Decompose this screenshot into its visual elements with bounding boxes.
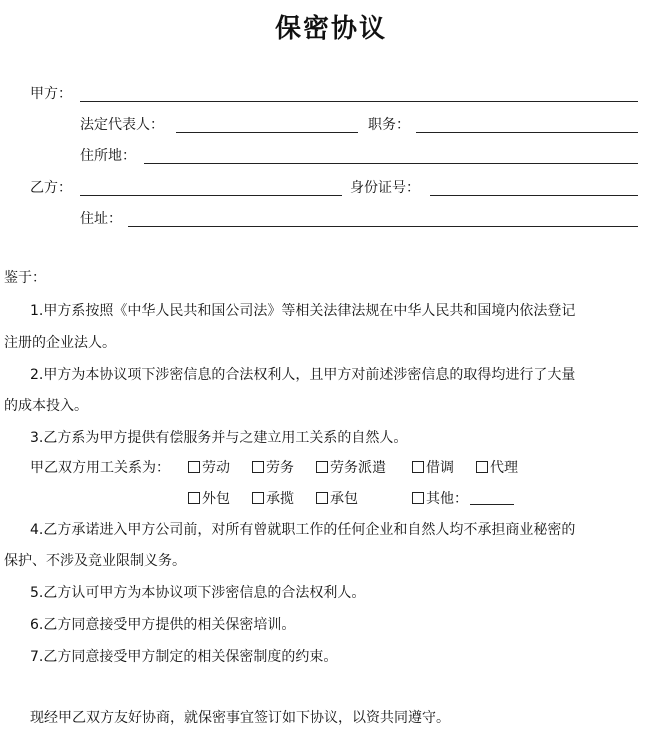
legal-rep-line[interactable] — [176, 132, 358, 133]
whereas-item-7: 7.乙方同意接受甲方制定的相关保密制度的约束。 — [30, 649, 338, 665]
option-service[interactable]: 劳务 — [252, 458, 294, 478]
party-b-address-label: 住址： — [80, 211, 122, 227]
option-subcontract[interactable]: 承包 — [316, 489, 358, 509]
party-a-address-label: 住所地： — [80, 148, 136, 164]
checkbox-icon[interactable] — [188, 492, 200, 504]
position-line[interactable] — [416, 132, 638, 133]
party-a-label: 甲方： — [30, 86, 72, 102]
checkbox-icon[interactable] — [316, 461, 328, 473]
checkbox-icon[interactable] — [252, 492, 264, 504]
party-a-name-line[interactable] — [80, 101, 638, 102]
whereas-item-2-line-1: 2.甲方为本协议项下涉密信息的合法权利人，且甲方对前述涉密信息的取得均进行了大量 — [30, 367, 576, 383]
checkbox-icon[interactable] — [252, 461, 264, 473]
option-other[interactable]: 其他： — [412, 489, 514, 509]
checkbox-icon[interactable] — [188, 461, 200, 473]
option-contracting[interactable]: 承揽 — [252, 489, 294, 509]
relation-label: 甲乙双方用工关系为： — [30, 460, 170, 476]
whereas-heading: 鉴于： — [4, 270, 46, 286]
option-secondment[interactable]: 借调 — [412, 458, 454, 478]
whereas-item-4-line-1: 4.乙方承诺进入甲方公司前，对所有曾就职工作的任何企业和自然人均不承担商业秘密的 — [30, 522, 576, 538]
whereas-item-4-line-2: 保护、不涉及竞业限制义务。 — [4, 553, 186, 569]
party-b-label: 乙方： — [30, 180, 72, 196]
option-outsourcing[interactable]: 外包 — [188, 489, 230, 509]
option-labor[interactable]: 劳动 — [188, 458, 230, 478]
id-number-line[interactable] — [430, 195, 638, 196]
option-dispatch[interactable]: 劳务派遣 — [316, 458, 386, 478]
checkbox-icon[interactable] — [476, 461, 488, 473]
party-b-address-line[interactable] — [128, 226, 638, 227]
checkbox-icon[interactable] — [316, 492, 328, 504]
id-number-label: 身份证号： — [350, 180, 420, 196]
option-agency[interactable]: 代理 — [476, 458, 518, 478]
party-b-name-line[interactable] — [80, 195, 342, 196]
checkbox-icon[interactable] — [412, 461, 424, 473]
whereas-item-2-line-2: 的成本投入。 — [4, 398, 88, 414]
closing-statement: 现经甲乙双方友好协商，就保密事宜签订如下协议，以资共同遵守。 — [30, 710, 450, 726]
whereas-item-5: 5.乙方认可甲方为本协议项下涉密信息的合法权利人。 — [30, 585, 366, 601]
other-blank-line[interactable] — [470, 490, 514, 505]
document-title: 保密协议 — [274, 14, 387, 44]
whereas-item-6: 6.乙方同意接受甲方提供的相关保密培训。 — [30, 617, 296, 633]
party-a-address-line[interactable] — [144, 163, 638, 164]
legal-rep-label: 法定代表人： — [80, 117, 164, 133]
position-label: 职务： — [368, 117, 410, 133]
whereas-item-1-line-1: 1.甲方系按照《中华人民共和国公司法》等相关法律法规在中华人民共和国境内依法登记 — [30, 303, 576, 319]
checkbox-icon[interactable] — [412, 492, 424, 504]
whereas-item-3: 3.乙方系为甲方提供有偿服务并与之建立用工关系的自然人。 — [30, 430, 408, 446]
whereas-item-1-line-2: 注册的企业法人。 — [4, 335, 116, 351]
